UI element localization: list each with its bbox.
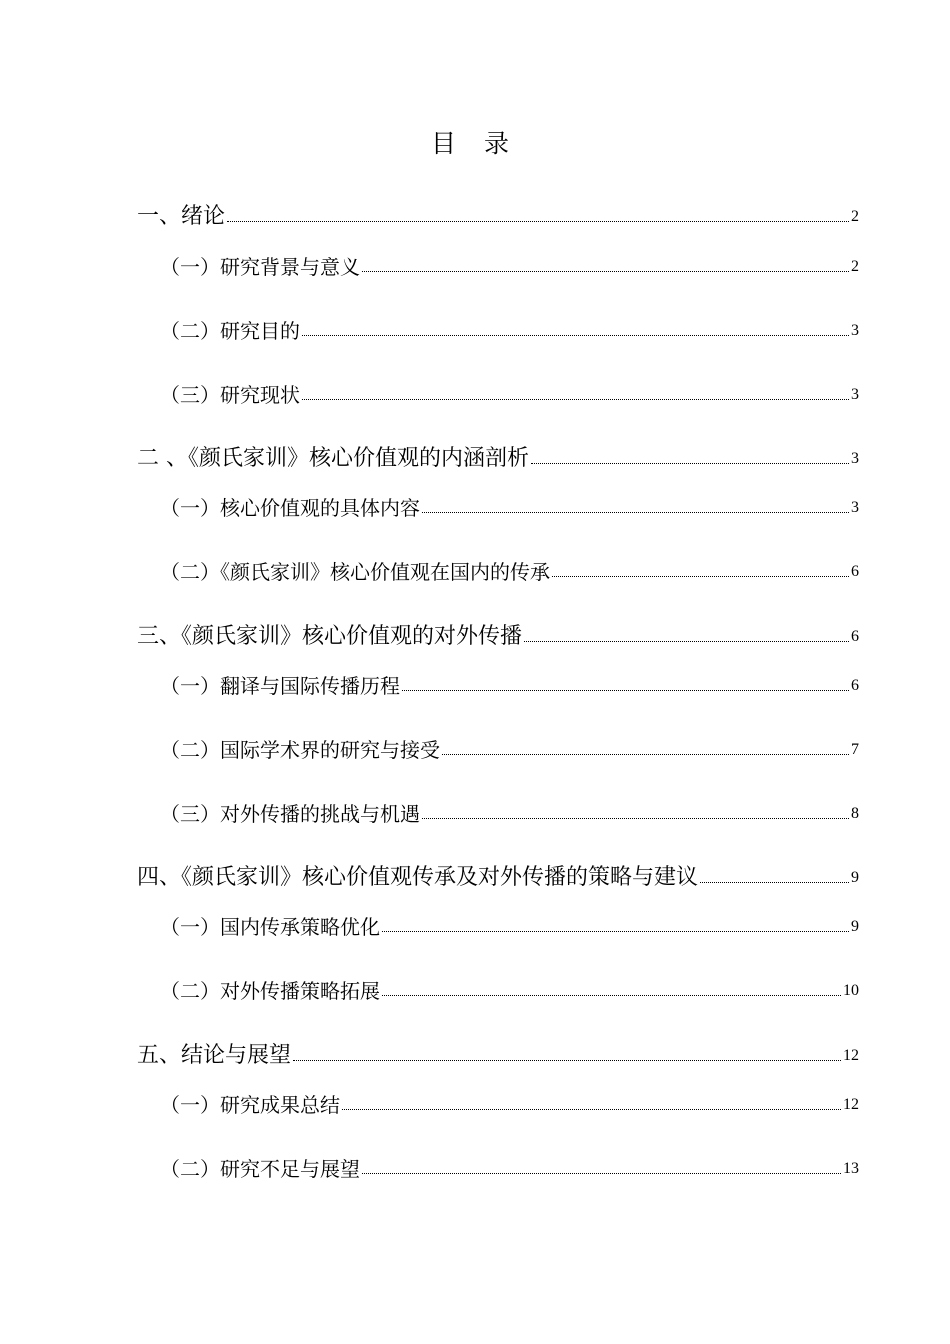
- toc-entry-label: （一）研究成果总结: [160, 1093, 340, 1117]
- toc-entry-label: 四、《颜氏家训》核心价值观传承及对外传播的策略与建议: [137, 865, 699, 890]
- toc-entry-chapter-5[interactable]: [137, 1037, 859, 1069]
- toc-entry-label: （一）翻译与国际传播历程: [160, 674, 400, 698]
- dot-leader: [293, 1060, 841, 1061]
- toc-page-number: 9: [851, 869, 859, 886]
- toc-entry-label: （二）国际学术界的研究与接受: [160, 738, 440, 762]
- dot-leader: [524, 641, 849, 642]
- dot-leader: [700, 882, 849, 883]
- dot-leader: [302, 399, 849, 400]
- toc-page-number: 7: [851, 741, 859, 758]
- dot-leader: [362, 271, 849, 272]
- toc-entry-label: （三）对外传播的挑战与机遇: [160, 802, 420, 826]
- toc-entry-label: （一）核心价值观的具体内容: [160, 496, 420, 520]
- toc-entry-section-2-1[interactable]: [160, 489, 859, 521]
- toc-entry-section-4-1[interactable]: [160, 908, 859, 940]
- toc-page-number: 3: [851, 322, 859, 339]
- toc-entry-label: （二）《颜氏家训》核心价值观在国内的传承: [160, 560, 550, 584]
- dot-leader: [402, 690, 849, 691]
- toc-entry-chapter-2[interactable]: [137, 440, 859, 472]
- toc-entry-section-1-3[interactable]: [160, 376, 859, 408]
- toc-entry-chapter-3[interactable]: [137, 618, 859, 650]
- toc-page-number: 8: [851, 805, 859, 822]
- toc-page-number: 6: [851, 563, 859, 580]
- toc-entry-label: （二）研究不足与展望: [160, 1157, 360, 1181]
- toc-entry-label: （二）对外传播策略拓展: [160, 979, 380, 1003]
- toc-entry-label: （三）研究现状: [160, 383, 300, 407]
- toc-entry-label: （二）研究目的: [160, 319, 300, 343]
- toc-entry-section-2-2[interactable]: [160, 553, 859, 585]
- toc-entry-section-1-1[interactable]: [160, 248, 859, 280]
- toc-entry-section-3-3[interactable]: [160, 795, 859, 827]
- toc-entry-label: （一）国内传承策略优化: [160, 915, 380, 939]
- dot-leader: [302, 335, 849, 336]
- dot-leader: [382, 931, 849, 932]
- toc-entry-section-3-1[interactable]: [160, 667, 859, 699]
- dot-leader: [362, 1173, 841, 1174]
- toc-page-number: 12: [843, 1096, 859, 1113]
- toc-page-number: 6: [851, 628, 859, 645]
- toc-entry-chapter-4[interactable]: [137, 859, 859, 891]
- toc-entry-chapter-1[interactable]: [137, 198, 859, 230]
- toc-entry-section-1-2[interactable]: [160, 312, 859, 344]
- toc-page-number: 13: [843, 1160, 859, 1177]
- toc-page-number: 2: [851, 258, 859, 275]
- dot-leader: [227, 221, 849, 222]
- dot-leader: [531, 463, 849, 464]
- dot-leader: [552, 576, 849, 577]
- toc-page-number: 2: [851, 208, 859, 225]
- toc-entry-label: 五、结论与展望: [137, 1043, 292, 1068]
- toc-entry-label: 二 、《颜氏家训》核心价值观的内涵剖析: [137, 446, 529, 471]
- toc-entry-section-5-2[interactable]: [160, 1150, 859, 1182]
- dot-leader: [382, 995, 841, 996]
- toc-entry-label: 三、《颜氏家训》核心价值观的对外传播: [137, 624, 523, 649]
- toc-entry-label: 一、绪论: [137, 204, 226, 229]
- toc-entry-section-5-1[interactable]: [160, 1086, 859, 1118]
- toc-entry-label: （一）研究背景与意义: [160, 255, 360, 279]
- dot-leader: [422, 512, 849, 513]
- toc-page-number: 6: [851, 677, 859, 694]
- dot-leader: [442, 754, 849, 755]
- dot-leader: [342, 1109, 841, 1110]
- toc-entry-section-3-2[interactable]: [160, 731, 859, 763]
- toc-entry-section-4-2[interactable]: [160, 972, 859, 1004]
- toc-page-number: 9: [851, 918, 859, 935]
- toc-title: 目 录: [431, 129, 519, 158]
- toc-page-number: 3: [851, 386, 859, 403]
- toc-page-number: 10: [843, 982, 859, 999]
- toc-page-number: 12: [843, 1047, 859, 1064]
- dot-leader: [422, 818, 849, 819]
- toc-page-number: 3: [851, 499, 859, 516]
- toc-page-number: 3: [851, 450, 859, 467]
